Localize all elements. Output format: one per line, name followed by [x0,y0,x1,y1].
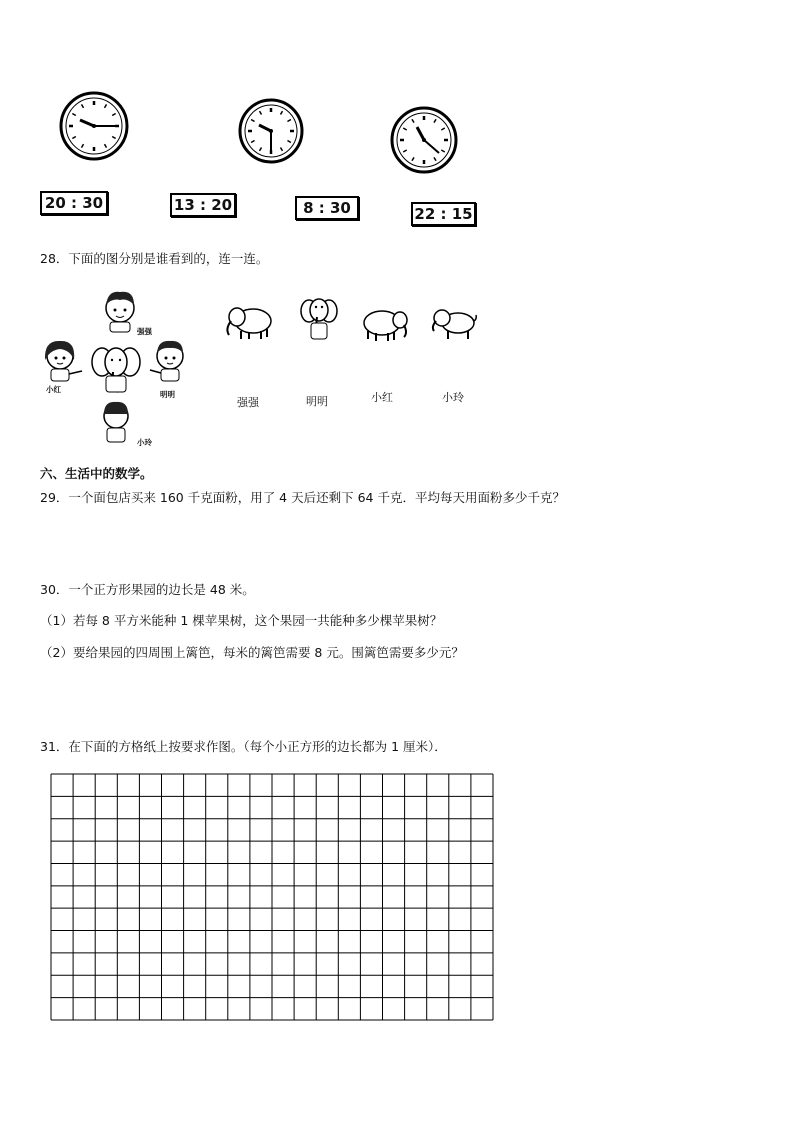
elephant-center [92,348,140,392]
clock-3 [389,105,459,175]
option-qiangqiang: 强强 [237,396,259,409]
question-29: 29．一个面包店买来 160 千克面粉，用了 4 天后还剩下 64 千克．平均每天用面粉多少千克？ [40,490,565,505]
question-30-part-2: （2）要给果园的四周围上篱笆，每米的篱笆需要 8 元。围篱笆需要多少元？ [40,645,464,660]
clock-2 [237,97,305,165]
section-6-title: 六、生活中的数学。 [40,466,153,481]
option-xiaohong: 小红 [371,391,393,404]
question-31: 31．在下面的方格纸上按要求作图。（每个小正方形的边长都为 1 厘米）． [40,739,447,754]
time-box-4: 22 : 15 [411,202,476,226]
question-30-part-1: （1）若每 8 平方米能种 1 棵苹果树，这个果园一共能种多少棵苹果树？ [40,613,443,628]
square-grid-paper[interactable] [50,773,494,1021]
child-label-qiangqiang: 强强 [137,327,152,336]
child-top [106,292,134,332]
option-mingming: 明明 [306,395,328,408]
elephant-view-1 [223,303,275,343]
child-label-xiaoling: 小玲 [137,438,152,447]
child-right [150,341,183,381]
option-xiaoling: 小玲 [442,391,464,404]
time-box-1: 20 : 30 [40,191,108,215]
child-label-xiaohong: 小红 [46,385,61,394]
elephant-view-4 [430,303,478,343]
time-box-2: 13 : 20 [170,193,236,217]
elephant-view-3 [360,305,410,345]
child-left [45,341,82,381]
time-box-3: 8 : 30 [295,196,359,220]
clock-1 [58,90,130,162]
children-around-elephant [40,286,200,452]
child-bottom [104,402,128,442]
elephant-view-2 [299,297,339,345]
child-label-mingming: 明明 [160,390,175,399]
question-28: 28．下面的图分别是谁看到的，连一连。 [40,251,269,266]
question-30: 30．一个正方形果园的边长是 48 米。 [40,582,255,597]
